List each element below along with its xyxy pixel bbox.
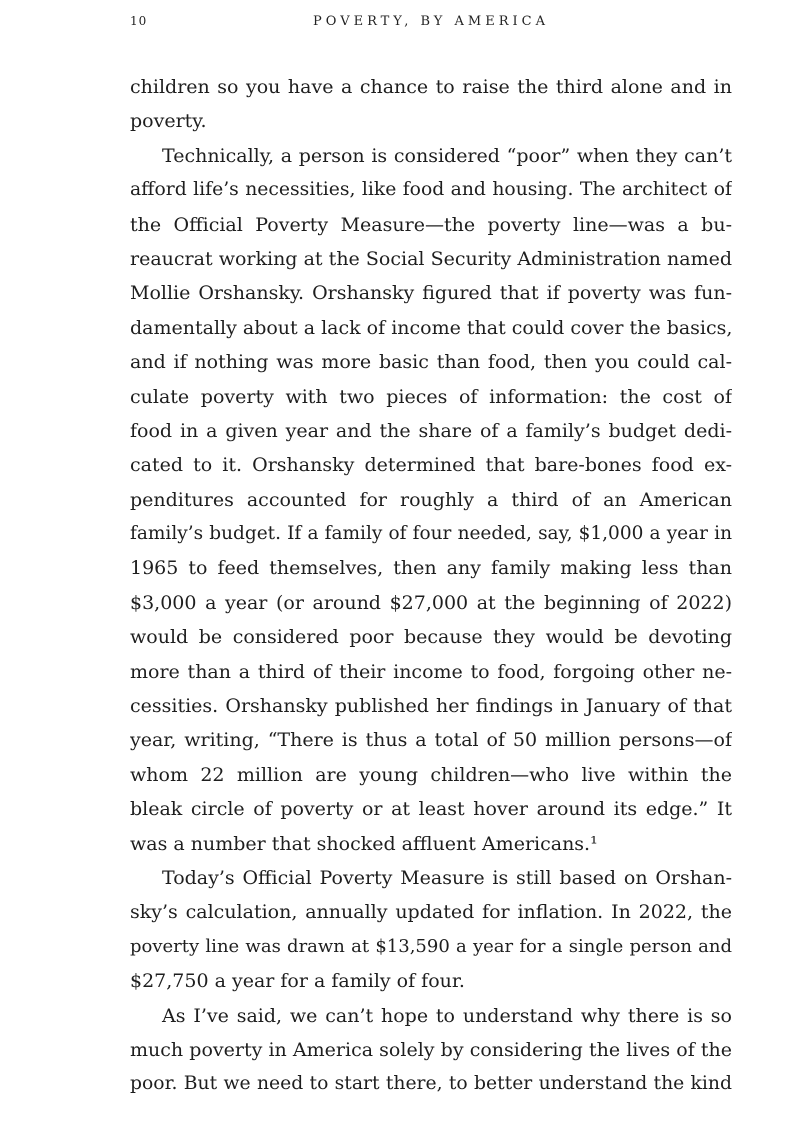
- text-line: the Official Poverty Measure—the poverty line—was a bu-: [130, 213, 732, 236]
- text-line: cessities. Orshansky published her findings in January of that: [130, 695, 732, 718]
- text-line: Mollie Orshansky. Orshansky figured that if poverty was fun-: [130, 282, 732, 305]
- text-line: 1965 to feed themselves, then any family making less than: [130, 557, 732, 580]
- text-line: was a number that shocked affluent Americans.¹: [130, 832, 598, 855]
- text-line: and if nothing was more basic than food, then you could cal-: [130, 351, 732, 374]
- text-line: Today’s Official Poverty Measure is still based on Orshan-: [162, 866, 732, 889]
- text-line: Technically, a person is considered “poor” when they can’t: [162, 144, 732, 167]
- text-line: would be considered poor because they would be devoting: [130, 626, 732, 649]
- text-line: $27,750 a year for a family of four.: [130, 970, 465, 993]
- text-line: children so you have a chance to raise the third alone and in: [130, 76, 732, 98]
- running-title: POVERTY, BY AMERICA: [313, 14, 549, 29]
- text-line: cated to it. Orshansky determined that bare-bones food ex-: [130, 454, 732, 477]
- text-line: more than a third of their income to food, forgoing other ne-: [130, 660, 732, 683]
- text-line: food in a given year and the share of a family’s budget dedi-: [130, 419, 732, 442]
- text-line: culate poverty with two pieces of information: the cost of: [130, 385, 732, 408]
- page-number: 10: [130, 14, 148, 28]
- text-line: penditures accounted for roughly a third of an American: [130, 488, 732, 511]
- text-line: poor. But we need to start there, to better understand the kind: [130, 1073, 732, 1095]
- body-text: [130, 70, 732, 1102]
- text-line: family’s budget. If a family of four needed, say, $1,000 a year in: [130, 523, 732, 545]
- text-line: damentally about a lack of income that could cover the basics,: [130, 316, 732, 339]
- text-line: whom 22 million are young children—who live within the: [130, 763, 732, 786]
- text-line: poverty line was drawn at $13,590 a year for a single person and: [130, 935, 732, 957]
- running-head: [130, 12, 732, 34]
- text-line: bleak circle of poverty or at least hover around its edge.” It: [130, 798, 732, 821]
- text-line: $3,000 a year (or around $27,000 at the beginning of 2022): [130, 591, 732, 614]
- text-line: afford life’s necessities, like food and housing. The architect of: [130, 179, 732, 201]
- text-line: reaucrat working at the Social Security Administration named: [130, 247, 732, 270]
- text-line: As I’ve said, we can’t hope to understand why there is so: [162, 1004, 732, 1027]
- text-line: year, writing, “There is thus a total of 50 million persons—of: [130, 729, 732, 752]
- text-line: poverty.: [130, 110, 207, 133]
- text-line: sky’s calculation, annually updated for inflation. In 2022, the: [130, 901, 732, 924]
- text-line: much poverty in America solely by considering the lives of the: [130, 1038, 732, 1061]
